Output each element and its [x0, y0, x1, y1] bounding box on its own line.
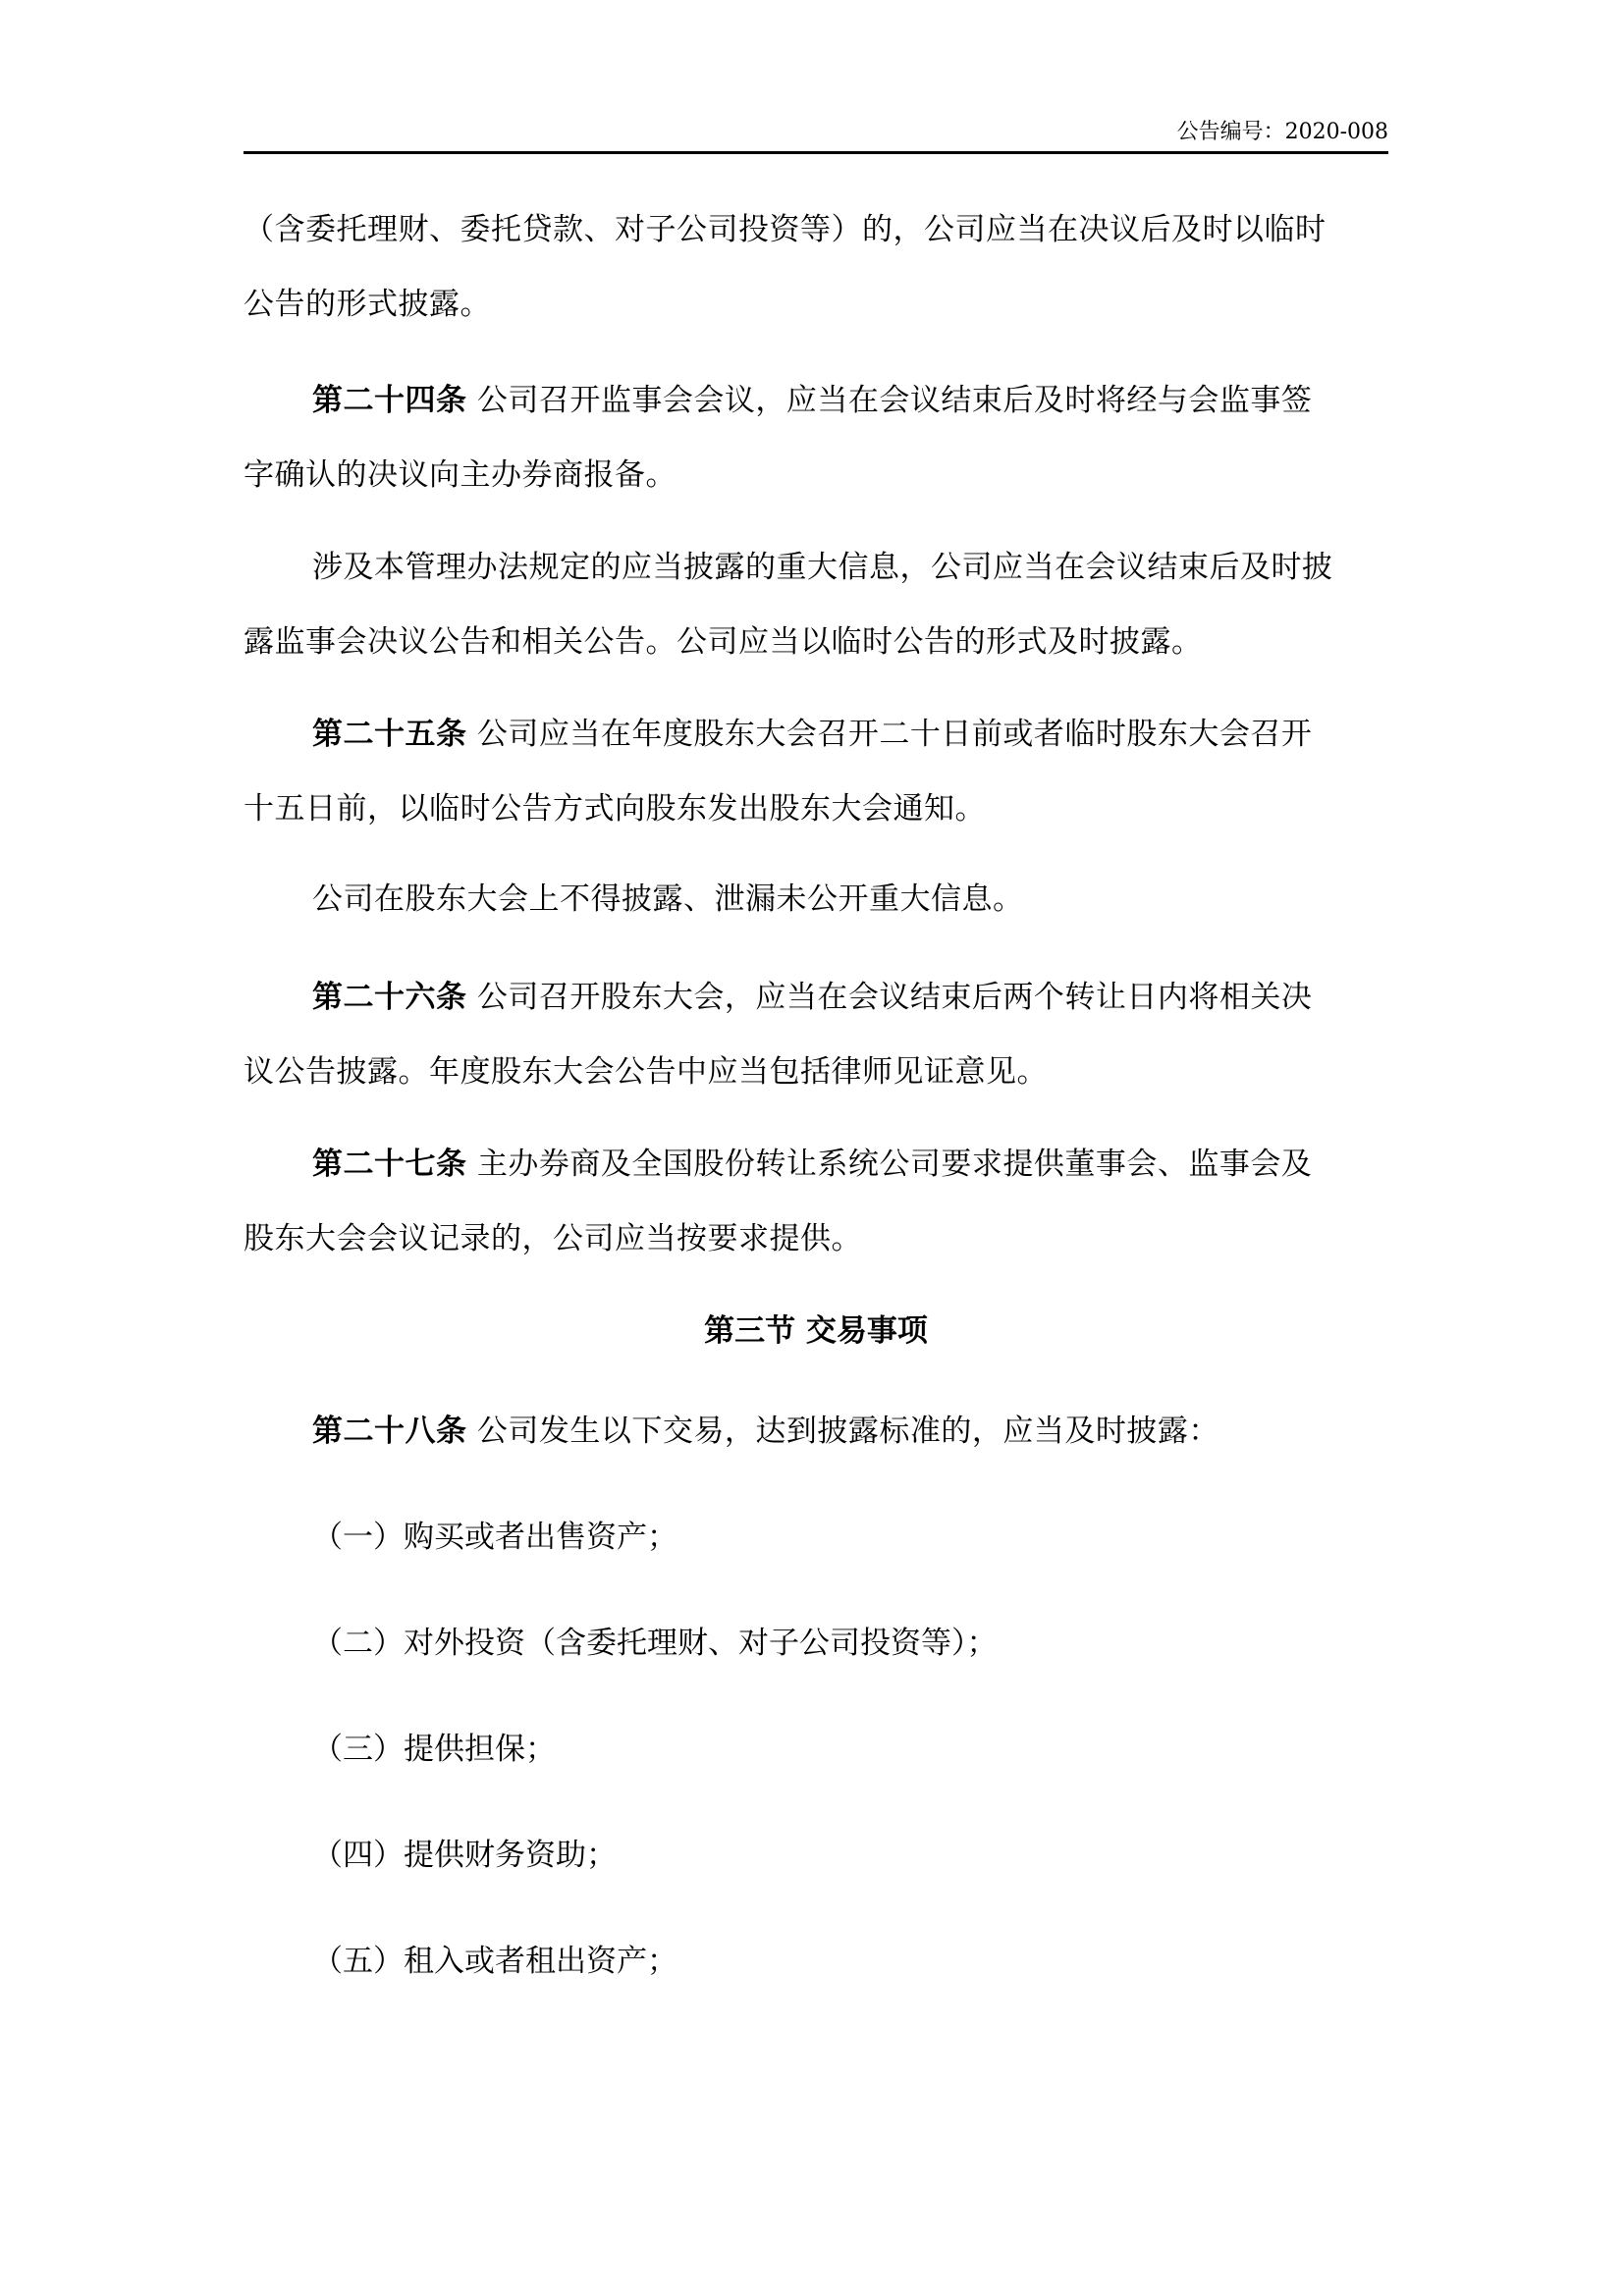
text-line: 公告的形式披露。 — [244, 287, 491, 322]
list-item: （三）提供担保； — [312, 1732, 556, 1767]
text-line: 议公告披露。年度股东大会公告中应当包括律师见证意见。 — [244, 1054, 1048, 1090]
text-line: 公司在股东大会上不得披露、泄漏未公开重大信息。 — [312, 881, 1024, 917]
article-text: 主办券商及全国股份转让系统公司要求提供董事会、监事会及 — [466, 1147, 1313, 1182]
list-item: （二）对外投资（含委托理财、对子公司投资等）； — [312, 1626, 998, 1661]
page-header — [244, 116, 1388, 154]
text-line — [244, 1394, 1388, 1468]
text-line — [244, 960, 1388, 1035]
list-item: （四）提供财务资助； — [312, 1838, 617, 1873]
text-line: 涉及本管理办法规定的应当披露的重大信息，公司应当在会议结束后及时披 — [312, 550, 1333, 585]
notice-number: 公告编号：2020-008 — [1176, 120, 1388, 144]
section-title: 第三节 交易事项 — [704, 1313, 928, 1349]
article-text: 公司应当在年度股东大会召开二十日前或者临时股东大会召开 — [466, 717, 1313, 752]
text-line: （含委托理财、委托贷款、对子公司投资等）的，公司应当在决议后及时以临时 — [244, 212, 1326, 247]
text-line — [244, 697, 1388, 772]
text-line: 露监事会决议公告和相关公告。公司应当以临时公告的形式及时披露。 — [244, 624, 1203, 660]
paragraph-continuation — [244, 192, 1388, 342]
text-line — [244, 1127, 1388, 1201]
text-line: 股东大会会议记录的，公司应当按要求提供。 — [244, 1221, 862, 1256]
article-label: 第二十八条 — [312, 1414, 467, 1449]
article-text: 公司发生以下交易，达到披露标准的，应当及时披露： — [466, 1414, 1219, 1449]
article-label: 第二十四条 — [312, 383, 467, 418]
text-line: 字确认的决议向主办券商报备。 — [244, 457, 677, 493]
article-24 — [244, 363, 1388, 512]
paragraph-shareholders — [244, 862, 1388, 936]
article-text: 公司召开股东大会，应当在会议结束后两个转让日内将相关决 — [466, 980, 1313, 1015]
article-25 — [244, 697, 1388, 846]
article-label: 第二十五条 — [312, 717, 467, 752]
article-text: 公司召开监事会会议，应当在会议结束后及时将经与会监事签 — [466, 383, 1313, 418]
paragraph-disclosure — [244, 530, 1388, 679]
list-item: （五）租入或者租出资产； — [312, 1944, 677, 1979]
article-26 — [244, 960, 1388, 1109]
article-label: 第二十七条 — [312, 1147, 467, 1182]
article-label: 第二十六条 — [312, 980, 467, 1015]
article-28 — [244, 1394, 1388, 1468]
article-27 — [244, 1127, 1388, 1276]
text-line — [244, 363, 1388, 438]
text-line: 十五日前，以临时公告方式向股东发出股东大会通知。 — [244, 791, 986, 827]
list-item: （一）购买或者出售资产； — [312, 1520, 677, 1555]
